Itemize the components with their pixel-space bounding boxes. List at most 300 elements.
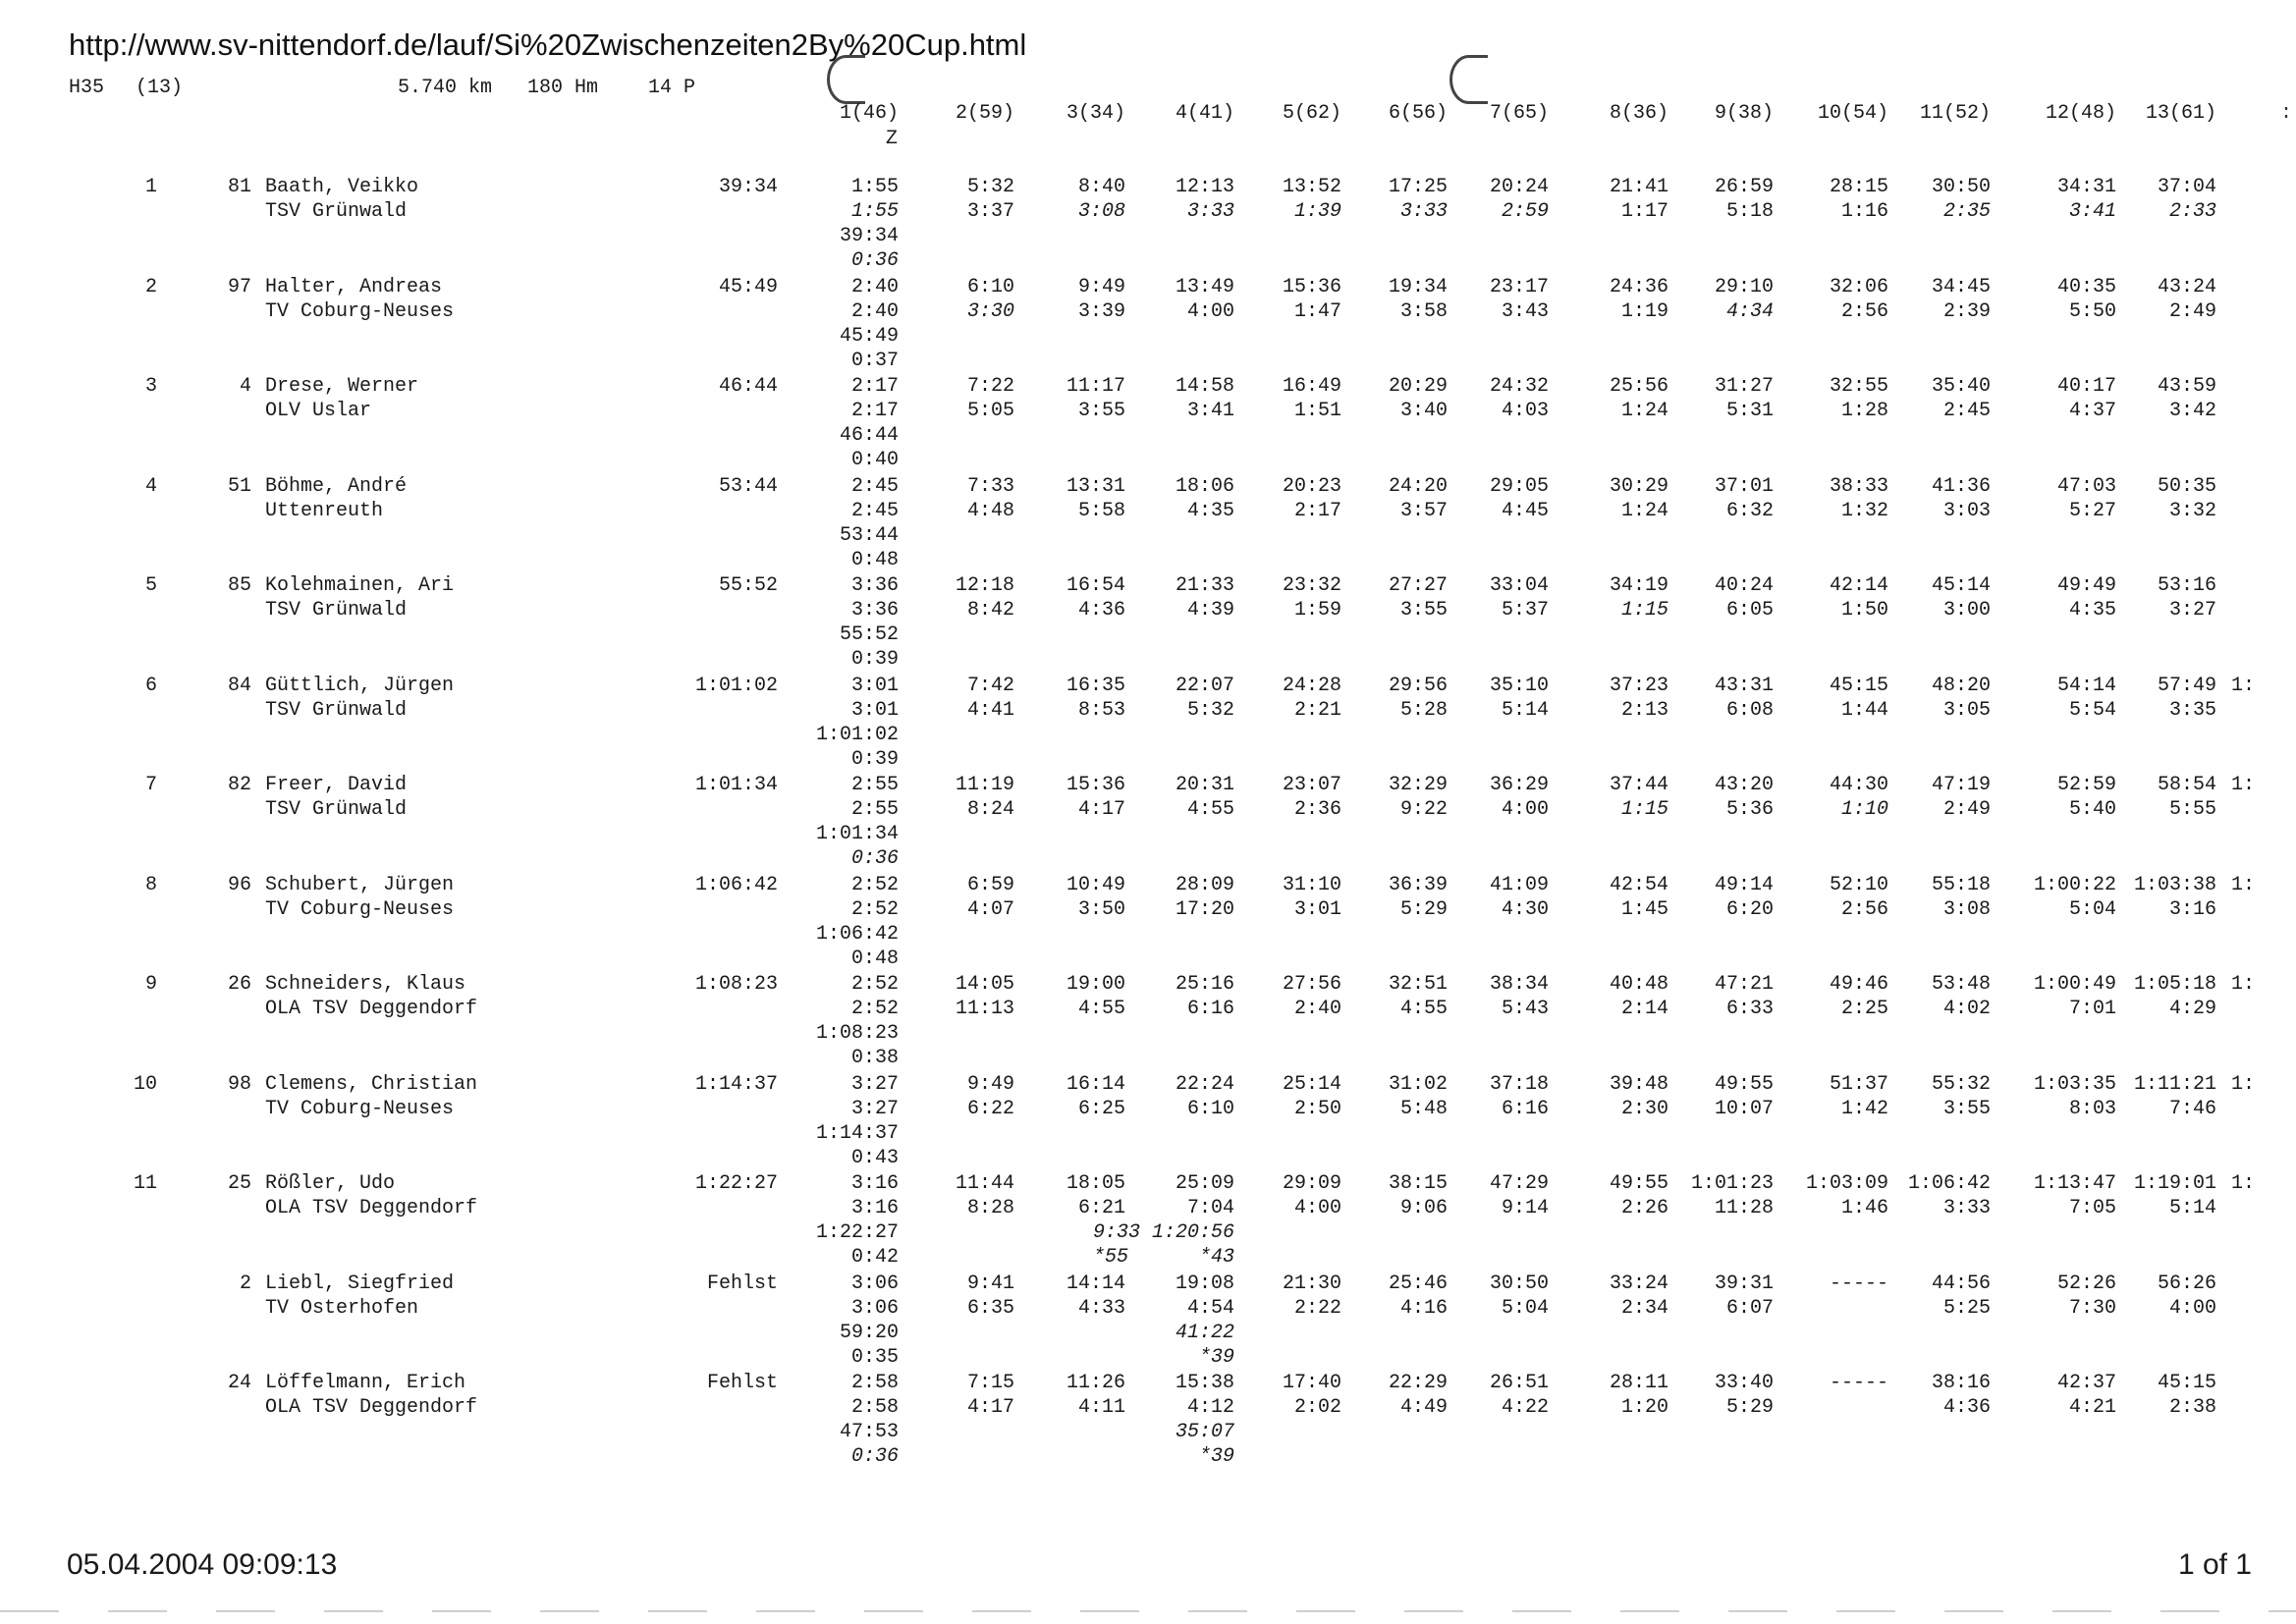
cumulative-time: 24:28 — [1282, 675, 1341, 697]
split-1-value: 1:14:37 — [815, 1122, 899, 1145]
cumulative-time: 37:04 — [2157, 176, 2216, 198]
leg-time: 4:00 — [1186, 300, 1234, 323]
split-1-value: 0:38 — [850, 1047, 899, 1069]
cumulative-time: 44:30 — [1829, 774, 1888, 796]
cumulative-time: ----- — [1829, 1272, 1888, 1295]
cumulative-time: 11:19 — [955, 774, 1014, 796]
split-1-value: 0:39 — [850, 748, 899, 771]
total-time: 55:52 — [718, 574, 778, 597]
cumulative-time: 11:17 — [1066, 375, 1125, 398]
split-1-value: 0:48 — [850, 947, 899, 970]
split-1-value: 3:16 — [850, 1197, 899, 1219]
cumulative-time: 47:19 — [1931, 774, 1991, 796]
leg-time: 5:04 — [2068, 898, 2116, 921]
extra-note: 9:33 1:20:56 — [1092, 1221, 1234, 1244]
cumulative-time: 16:54 — [1066, 574, 1125, 597]
bib-number: 85 — [227, 574, 251, 597]
leg-time: 2:21 — [1293, 699, 1341, 722]
runner-row — [0, 275, 2296, 374]
runner-name: Kolehmainen, Ari — [265, 574, 455, 597]
cumulative-time: 35:40 — [1931, 375, 1991, 398]
leg-time: 6:25 — [1077, 1098, 1125, 1120]
runner-name: Liebl, Siegfried — [265, 1272, 455, 1295]
split-1-value: 1:06:42 — [815, 923, 899, 946]
leg-time: 8:24 — [966, 798, 1014, 821]
cumulative-time: 20:23 — [1282, 475, 1341, 498]
truncated-column-marker: : — [2279, 102, 2292, 125]
split-1-value: 0:40 — [850, 449, 899, 471]
leg-time: 2:14 — [1620, 998, 1668, 1020]
leg-time: 4:29 — [2168, 998, 2216, 1020]
leg-time: 6:32 — [1725, 500, 1774, 522]
leg-time: 4:00 — [2168, 1297, 2216, 1320]
leg-time: 3:43 — [1501, 300, 1549, 323]
cumulative-time: 13:49 — [1175, 276, 1234, 298]
cumulative-time: 40:17 — [2056, 375, 2116, 398]
leg-time: 2:02 — [1293, 1396, 1341, 1419]
leg-time: 4:45 — [1501, 500, 1549, 522]
leg-time: 3:32 — [2168, 500, 2216, 522]
race-header — [0, 77, 2296, 102]
leg-time: 4:17 — [966, 1396, 1014, 1419]
leg-time: 3:50 — [1077, 898, 1125, 921]
cumulative-time: 28:15 — [1829, 176, 1888, 198]
runner-club: TSV Grünwald — [265, 699, 408, 722]
split-1-value: 1:01:02 — [815, 724, 899, 746]
runner-row — [0, 1371, 2296, 1470]
cumulative-time: 29:10 — [1714, 276, 1774, 298]
runner-club: OLA TSV Deggendorf — [265, 1197, 478, 1219]
cumulative-time: 37:23 — [1609, 675, 1668, 697]
split-1-value: 55:52 — [839, 623, 899, 646]
split-1-value: 0:36 — [850, 249, 899, 272]
runner-row — [0, 374, 2296, 473]
leg-time: 5:55 — [2168, 798, 2216, 821]
cumulative-time: 33:04 — [1489, 574, 1549, 597]
split-1-value: 3:06 — [850, 1272, 899, 1295]
leg-time: 1:46 — [1840, 1197, 1888, 1219]
cumulative-time: 20:29 — [1388, 375, 1448, 398]
split-1-value: 2:52 — [850, 998, 899, 1020]
cumulative-time: 43:59 — [2157, 375, 2216, 398]
runner-name: Schneiders, Klaus — [265, 973, 466, 996]
leg-time: 6:10 — [1186, 1098, 1234, 1120]
column-header: 2(59) — [955, 102, 1014, 125]
leg-time: 1:24 — [1620, 400, 1668, 422]
runner-name: Böhme, André — [265, 475, 408, 498]
cumulative-time: 55:32 — [1931, 1073, 1991, 1096]
leg-time: 3:40 — [1399, 400, 1448, 422]
cumulative-time: 7:33 — [966, 475, 1014, 498]
split-1-value: 2:40 — [850, 300, 899, 323]
cumulative-time: 33:24 — [1609, 1272, 1668, 1295]
total-time: 45:49 — [718, 276, 778, 298]
leg-time: 3:42 — [2168, 400, 2216, 422]
leg-time: 2:36 — [1293, 798, 1341, 821]
cumulative-time: 25:16 — [1175, 973, 1234, 996]
cumulative-time: 17:25 — [1388, 176, 1448, 198]
split-1-value: 2:55 — [850, 774, 899, 796]
cumulative-time: 14:05 — [955, 973, 1014, 996]
cumulative-time: 51:37 — [1829, 1073, 1888, 1096]
cumulative-time: 15:38 — [1175, 1372, 1234, 1394]
runner-name: Schubert, Jürgen — [265, 874, 455, 896]
total-time: Fehlst — [706, 1272, 778, 1295]
leg-time: 2:26 — [1620, 1197, 1668, 1219]
cumulative-time: 33:40 — [1714, 1372, 1774, 1394]
leg-time: 2:56 — [1840, 300, 1888, 323]
split-1-value: 1:08:23 — [815, 1022, 899, 1045]
total-time: 1:01:02 — [694, 675, 778, 697]
leg-time: 5:04 — [1501, 1297, 1549, 1320]
split-1-value: 45:49 — [839, 325, 899, 348]
page-number: 1 of 1 — [2177, 1548, 2252, 1581]
split-1-value: 3:01 — [850, 699, 899, 722]
leg-time: 1:44 — [1840, 699, 1888, 722]
split-1-value: 3:06 — [850, 1297, 899, 1320]
cumulative-time: 15:36 — [1282, 276, 1341, 298]
leg-time: 10:07 — [1714, 1098, 1774, 1120]
leg-time: 4:21 — [2068, 1396, 2116, 1419]
cumulative-time: 22:07 — [1175, 675, 1234, 697]
column-header: 7(65) — [1489, 102, 1549, 125]
cumulative-time: 47:21 — [1714, 973, 1774, 996]
cumulative-time: 27:56 — [1282, 973, 1341, 996]
leg-time: 4:17 — [1077, 798, 1125, 821]
leg-time: 5:27 — [2068, 500, 2116, 522]
leg-time: 1:45 — [1620, 898, 1668, 921]
cumulative-time: 54:14 — [2056, 675, 2116, 697]
runner-club: OLA TSV Deggendorf — [265, 1396, 478, 1419]
leg-time: 2:17 — [1293, 500, 1341, 522]
leg-time: 2:13 — [1620, 699, 1668, 722]
leg-time: 5:29 — [1399, 898, 1448, 921]
cumulative-time: 16:49 — [1282, 375, 1341, 398]
runner-name: Rößler, Udo — [265, 1172, 396, 1195]
leg-time: 2:34 — [1620, 1297, 1668, 1320]
split-1-value: 0:43 — [850, 1147, 899, 1169]
cumulative-time: 1:03:38 — [2133, 874, 2216, 896]
cumulative-time: 48:20 — [1931, 675, 1991, 697]
split-1-value: 0:48 — [850, 549, 899, 571]
cumulative-time: 31:27 — [1714, 375, 1774, 398]
bib-number: 25 — [227, 1172, 251, 1195]
extra-note: *55 *43 — [1092, 1246, 1234, 1269]
split-1-value: 3:16 — [850, 1172, 899, 1195]
leg-time: 4:36 — [1077, 599, 1125, 622]
leg-time: 4:22 — [1501, 1396, 1549, 1419]
cumulative-time: 49:14 — [1714, 874, 1774, 896]
runner-name: Baath, Veikko — [265, 176, 419, 198]
leg-time: 3:57 — [1399, 500, 1448, 522]
cumulative-time: 34:19 — [1609, 574, 1668, 597]
leg-time: 4:55 — [1399, 998, 1448, 1020]
leg-time: 2:56 — [1840, 898, 1888, 921]
cumulative-time: 53:16 — [2157, 574, 2216, 597]
leg-time: 2:22 — [1293, 1297, 1341, 1320]
total-time: 53:44 — [718, 475, 778, 498]
leg-time: 6:20 — [1725, 898, 1774, 921]
cumulative-time: 36:29 — [1489, 774, 1549, 796]
place: 10 — [133, 1073, 157, 1096]
cumulative-time: 30:50 — [1489, 1272, 1549, 1295]
cumulative-time: 52:59 — [2056, 774, 2116, 796]
leg-time: 1:59 — [1293, 599, 1341, 622]
cumulative-time: 34:45 — [1931, 276, 1991, 298]
cumulative-time: 20:24 — [1489, 176, 1549, 198]
course-climb: 180 Hm — [527, 77, 599, 99]
leg-time: 1:20 — [1620, 1396, 1668, 1419]
cumulative-time: 12:13 — [1175, 176, 1234, 198]
leg-time: 4:36 — [1942, 1396, 1991, 1419]
bib-number: 97 — [227, 276, 251, 298]
split-1-value: 1:55 — [850, 176, 899, 198]
runner-row — [0, 474, 2296, 573]
bib-number: 98 — [227, 1073, 251, 1096]
cumulative-time: 15:36 — [1066, 774, 1125, 796]
leg-time: 3:37 — [966, 200, 1014, 223]
cumulative-time: 24:36 — [1609, 276, 1668, 298]
leg-time: 5:50 — [2068, 300, 2116, 323]
cumulative-time: 41:36 — [1931, 475, 1991, 498]
place: 2 — [144, 276, 157, 298]
place: 8 — [144, 874, 157, 896]
cumulative-time: 27:27 — [1388, 574, 1448, 597]
column-header: 5(62) — [1282, 102, 1341, 125]
leg-time: 5:18 — [1725, 200, 1774, 223]
cumulative-time: 9:49 — [1077, 276, 1125, 298]
leg-time: 6:33 — [1725, 998, 1774, 1020]
leg-time: 4:00 — [1293, 1197, 1341, 1219]
bib-number: 81 — [227, 176, 251, 198]
cumulative-time: 35:10 — [1489, 675, 1549, 697]
cumulative-time: 19:34 — [1388, 276, 1448, 298]
split-1-value: 3:01 — [850, 675, 899, 697]
leg-time: 6:35 — [966, 1297, 1014, 1320]
cumulative-time: 39:48 — [1609, 1073, 1668, 1096]
class-label: H35 — [69, 77, 105, 99]
cumulative-time: 37:01 — [1714, 475, 1774, 498]
leg-time: 3:55 — [1942, 1098, 1991, 1120]
leg-time: 4:00 — [1501, 798, 1549, 821]
bib-number: 26 — [227, 973, 251, 996]
runner-row — [0, 573, 2296, 673]
split-1-value: 2:55 — [850, 798, 899, 821]
leg-time: 2:30 — [1620, 1098, 1668, 1120]
cumulative-time: 18:06 — [1175, 475, 1234, 498]
split-1-value: 2:40 — [850, 276, 899, 298]
runner-name: Halter, Andreas — [265, 276, 443, 298]
leg-time: 4:35 — [1186, 500, 1234, 522]
split-1-value: 2:52 — [850, 898, 899, 921]
extra-note: 41:22 — [1175, 1322, 1234, 1344]
cumulative-time: 32:55 — [1829, 375, 1888, 398]
cumulative-time: 13:52 — [1282, 176, 1341, 198]
runner-club: Uttenreuth — [265, 500, 384, 522]
cumulative-time: 50:35 — [2157, 475, 2216, 498]
leg-time: 4:35 — [2068, 599, 2116, 622]
runner-club: OLA TSV Deggendorf — [265, 998, 478, 1020]
leg-time: 2:38 — [2168, 1396, 2216, 1419]
runner-club: TSV Grünwald — [265, 200, 408, 223]
runner-row — [0, 674, 2296, 773]
column-header: 6(56) — [1388, 102, 1448, 125]
leg-time: 8:42 — [966, 599, 1014, 622]
cumulative-time: 45:15 — [1829, 675, 1888, 697]
leg-time: 9:14 — [1501, 1197, 1549, 1219]
cumulative-time: 52:26 — [2056, 1272, 2116, 1295]
bib-number: 51 — [227, 475, 251, 498]
leg-time: 7:04 — [1186, 1197, 1234, 1219]
leg-time: 2:39 — [1942, 300, 1991, 323]
cumulative-time: 29:56 — [1388, 675, 1448, 697]
cumulative-time: 24:20 — [1388, 475, 1448, 498]
cumulative-time: 6:59 — [966, 874, 1014, 896]
split-1-value: 0:37 — [850, 350, 899, 372]
cumulative-time: 7:15 — [966, 1372, 1014, 1394]
place: 5 — [144, 574, 157, 597]
cumulative-time: 19:08 — [1175, 1272, 1234, 1295]
cumulative-time: 40:48 — [1609, 973, 1668, 996]
total-time: 1:22:27 — [694, 1172, 778, 1195]
leg-time: 7:05 — [2068, 1197, 2116, 1219]
leg-time: 4:39 — [1186, 599, 1234, 622]
leg-time: 5:54 — [2068, 699, 2116, 722]
leg-time: 6:21 — [1077, 1197, 1125, 1219]
leg-time: 2:45 — [1942, 400, 1991, 422]
leg-time: 1:47 — [1293, 300, 1341, 323]
total-time: Fehlst — [706, 1372, 778, 1394]
cumulative-time: 1:06:42 — [1907, 1172, 1991, 1195]
leg-time: 3:16 — [2168, 898, 2216, 921]
split-1-value: 1:55 — [850, 200, 899, 223]
cumulative-time: 53:48 — [1931, 973, 1991, 996]
cumulative-time: 37:44 — [1609, 774, 1668, 796]
place — [98, 1371, 157, 1395]
leg-time: 5:25 — [1942, 1297, 1991, 1320]
leg-time: 11:28 — [1714, 1197, 1774, 1219]
leg-time: 5:14 — [1501, 699, 1549, 722]
course-distance: 5.740 km — [398, 77, 493, 99]
leg-time: 5:48 — [1399, 1098, 1448, 1120]
leg-time: 1:15 — [1620, 599, 1668, 622]
leg-time: 2:50 — [1293, 1098, 1341, 1120]
cumulative-time: 31:10 — [1282, 874, 1341, 896]
cumulative-time: 38:34 — [1489, 973, 1549, 996]
leg-time: 3:08 — [1077, 200, 1125, 223]
leg-time: 3:08 — [1942, 898, 1991, 921]
split-1-value: 1:22:27 — [815, 1221, 899, 1244]
cumulative-time: 31:02 — [1388, 1073, 1448, 1096]
split-1-value: 3:27 — [850, 1073, 899, 1096]
cumulative-time: 14:58 — [1175, 375, 1234, 398]
cumulative-time: 1:03:35 — [2033, 1073, 2116, 1096]
leg-time: 1:24 — [1620, 500, 1668, 522]
cumulative-time: 25:09 — [1175, 1172, 1234, 1195]
cumulative-time: 43:20 — [1714, 774, 1774, 796]
runner-row — [0, 873, 2296, 972]
split-1-value: 0:36 — [850, 847, 899, 870]
leg-time: 5:40 — [2068, 798, 2116, 821]
course-posts: 14 P — [648, 77, 696, 99]
cumulative-time: 1:13:47 — [2033, 1172, 2116, 1195]
leg-time: 7:46 — [2168, 1098, 2216, 1120]
leg-time: 4:41 — [966, 699, 1014, 722]
leg-time: 7:30 — [2068, 1297, 2116, 1320]
split-1-value: 2:45 — [850, 500, 899, 522]
leg-time: 6:16 — [1186, 998, 1234, 1020]
extra-note: *39 — [1198, 1445, 1234, 1468]
split-1-value: 46:44 — [839, 424, 899, 447]
leg-time: 2:59 — [1501, 200, 1549, 223]
leg-time: 9:06 — [1399, 1197, 1448, 1219]
cumulative-time: 23:07 — [1282, 774, 1341, 796]
column-header: 8(36) — [1609, 102, 1668, 125]
truncated-column-marker: 1: — [2231, 973, 2256, 996]
runner-club: TSV Grünwald — [265, 798, 408, 821]
cumulative-time: 11:26 — [1066, 1372, 1125, 1394]
column-header: 12(48) — [2045, 102, 2116, 125]
cumulative-time: 28:11 — [1609, 1372, 1668, 1394]
cumulative-time: 1:19:01 — [2133, 1172, 2216, 1195]
cumulative-time: 32:29 — [1388, 774, 1448, 796]
leg-time: 4:02 — [1942, 998, 1991, 1020]
runner-name: Clemens, Christian — [265, 1073, 478, 1096]
total-time: 46:44 — [718, 375, 778, 398]
leg-time: 6:07 — [1725, 1297, 1774, 1320]
leg-time: 4:48 — [966, 500, 1014, 522]
leg-time: 2:49 — [2168, 300, 2216, 323]
truncated-column-marker: 1: — [2231, 874, 2256, 896]
leg-time: 5:43 — [1501, 998, 1549, 1020]
leg-time: 2:25 — [1840, 998, 1888, 1020]
split-1-value: 2:58 — [850, 1396, 899, 1419]
runner-name: Güttlich, Jürgen — [265, 675, 455, 697]
cumulative-time: 12:18 — [955, 574, 1014, 597]
leg-time: 1:51 — [1293, 400, 1341, 422]
leg-time: 7:01 — [2068, 998, 2116, 1020]
leg-time: 4:07 — [966, 898, 1014, 921]
leg-time: 3:41 — [1186, 400, 1234, 422]
leg-time: 8:03 — [2068, 1098, 2116, 1120]
split-1-value: 2:52 — [850, 874, 899, 896]
column-header: 9(38) — [1714, 102, 1774, 125]
leg-time: 3:55 — [1399, 599, 1448, 622]
split-1-value: 3:36 — [850, 574, 899, 597]
split-1-value: 47:53 — [839, 1421, 899, 1443]
leg-time: 3:33 — [1186, 200, 1234, 223]
leg-time: 5:28 — [1399, 699, 1448, 722]
runner-name: Drese, Werner — [265, 375, 419, 398]
total-time: 1:14:37 — [694, 1073, 778, 1096]
place: 9 — [144, 973, 157, 996]
leg-time: 4:03 — [1501, 400, 1549, 422]
cumulative-time: 20:31 — [1175, 774, 1234, 796]
runner-club: TV Coburg-Neuses — [265, 300, 455, 323]
cumulative-time: 22:29 — [1388, 1372, 1448, 1394]
cumulative-time: 47:03 — [2056, 475, 2116, 498]
cumulative-time: 57:49 — [2157, 675, 2216, 697]
cumulative-time: 38:16 — [1931, 1372, 1991, 1394]
leg-time: 6:16 — [1501, 1098, 1549, 1120]
cumulative-time: 16:14 — [1066, 1073, 1125, 1096]
split-1-value: 2:45 — [850, 475, 899, 498]
place: 7 — [144, 774, 157, 796]
leg-time: 8:28 — [966, 1197, 1014, 1219]
cumulative-time: 1:05:18 — [2133, 973, 2216, 996]
cumulative-time: 42:37 — [2056, 1372, 2116, 1394]
split-1-value: 3:36 — [850, 599, 899, 622]
